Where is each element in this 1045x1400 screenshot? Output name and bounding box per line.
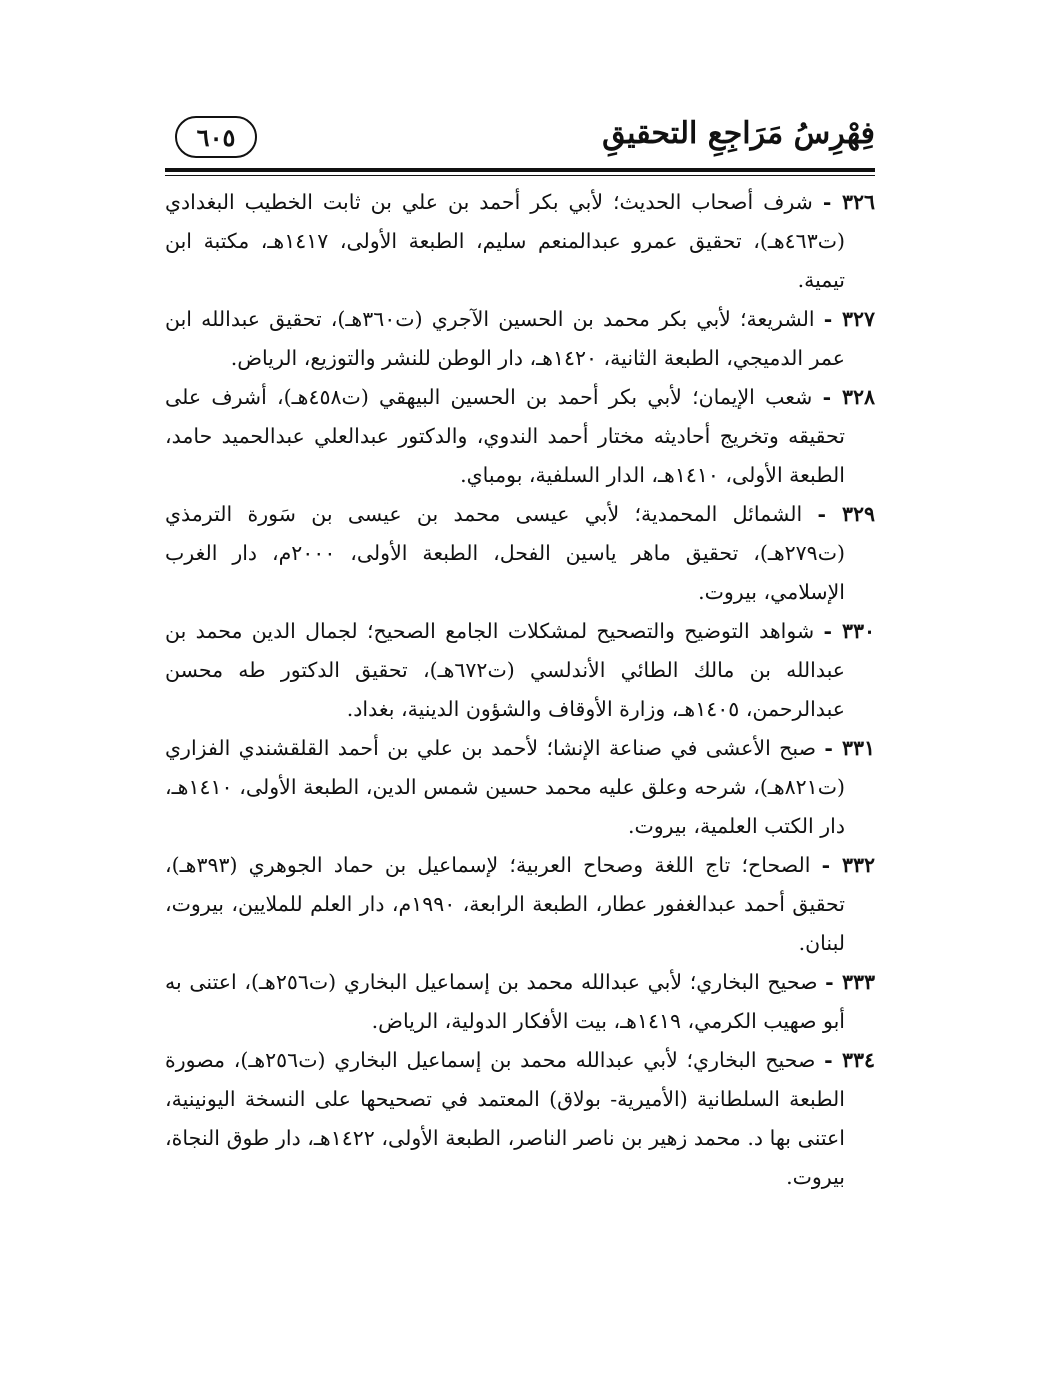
- entry-text: صحيح البخاري؛ لأبي عبدالله محمد بن إسماعيل البخاري (ت٢٥٦هـ)، مصورة الطبعة السلطانية (الأميرية- بولاق) المعتمد في تصحيحها على النسخة اليونينية، اعتنى بها د. محمد زهير بن ناصر الناصر، الطبعة الأولى، ١٤٢٢هـ، دار طوق النجاة، بيروت.: [165, 1048, 845, 1189]
- entry-text: شواهد التوضيح والتصحيح لمشكلات الجامع الصحيح؛ لجمال الدين محمد بن عبدالله بن مالك الطائي الأندلسي (ت٦٧٢هـ)، تحقيق الدكتور طه محسن عبدالرحمن، ١٤٠٥هـ، وزارة الأوقاف والشؤون الدينية، بغداد.: [165, 619, 846, 721]
- reference-entry: [165, 729, 875, 846]
- entry-number: ٣٣٣ -: [825, 970, 875, 994]
- entry-number: ٣٣٢ -: [821, 853, 875, 877]
- reference-entry: [165, 846, 875, 963]
- entry-text: الشمائل المحمدية؛ لأبي عيسى محمد بن عيسى بن سَورة الترمذي (ت٢٧٩هـ)، تحقيق ماهر ياسين الفحل، الطبعة الأولى، ٢٠٠٠م، دار الغرب الإسلامي، بيروت.: [165, 502, 845, 604]
- reference-entry: [165, 612, 875, 729]
- entry-number: ٣٢٨ -: [822, 385, 875, 409]
- page-header: [165, 112, 875, 167]
- reference-entry: [165, 378, 875, 495]
- page-title: فِهْرِسُ مَرَاجِعِ التحقيقِ: [602, 116, 875, 151]
- entry-number: ٣٣١ -: [824, 736, 875, 760]
- entry-text: الشريعة؛ لأبي بكر محمد بن الحسين الآجري (ت٣٦٠هـ)، تحقيق عبدالله ابن عمر الدميجي، الطبعة الثانية، ١٤٢٠هـ، دار الوطن للنشر والتوزيع، الرياض.: [165, 307, 845, 370]
- entry-number: ٣٣٠ -: [823, 619, 875, 643]
- page-number: ٦٠٥: [175, 116, 257, 158]
- entry-number: ٣٢٩ -: [817, 502, 875, 526]
- header-rule-thin: [165, 175, 875, 176]
- header-rule-thick: [165, 168, 875, 172]
- reference-entry: [165, 1041, 875, 1197]
- entry-text: صبح الأعشى في صناعة الإنشا؛ لأحمد بن علي بن أحمد القلقشندي الفزاري (ت٨٢١هـ)، شرحه وعلق عليه محمد حسين شمس الدين، الطبعة الأولى، ١٤١٠هـ، دار الكتب العلمية، بيروت.: [165, 736, 845, 838]
- entry-number: ٣٢٦ -: [822, 190, 875, 214]
- reference-entry: [165, 300, 875, 378]
- entry-number: ٣٢٧ -: [823, 307, 875, 331]
- entry-text: صحيح البخاري؛ لأبي عبدالله محمد بن إسماعيل البخاري (ت٢٥٦هـ)، اعتنى به أبو صهيب الكرمي، ١٤١٩هـ، بيت الأفكار الدولية، الرياض.: [165, 970, 845, 1033]
- reference-entry: [165, 495, 875, 612]
- reference-entry: [165, 183, 875, 300]
- entry-text: شعب الإيمان؛ لأبي بكر أحمد بن الحسين البيهقي (ت٤٥٨هـ)، أشرف على تحقيقه وتخريج أحاديثه مختار أحمد الندوي، والدكتور عبدالعلي عبدالحميد حامد، الطبعة الأولى، ١٤١٠هـ، الدار السلفية، بومباي.: [165, 385, 845, 487]
- entry-text: شرف أصحاب الحديث؛ لأبي بكر أحمد بن علي بن ثابت الخطيب البغدادي (ت٤٦٣هـ)، تحقيق عمرو عبدالمنعم سليم، الطبعة الأولى، ١٤١٧هـ، مكتبة ابن تيمية.: [165, 190, 846, 292]
- entry-number: ٣٣٤ -: [824, 1048, 875, 1072]
- reference-list: [165, 183, 875, 1197]
- entry-text: الصحاح؛ تاج اللغة وصحاح العربية؛ لإسماعيل بن حماد الجوهري (٣٩٣هـ)، تحقيق أحمد عبدالغفور عطار، الطبعة الرابعة، ١٩٩٠م، دار العلم للملايين، بيروت، لبنان.: [165, 853, 845, 955]
- reference-entry: [165, 963, 875, 1041]
